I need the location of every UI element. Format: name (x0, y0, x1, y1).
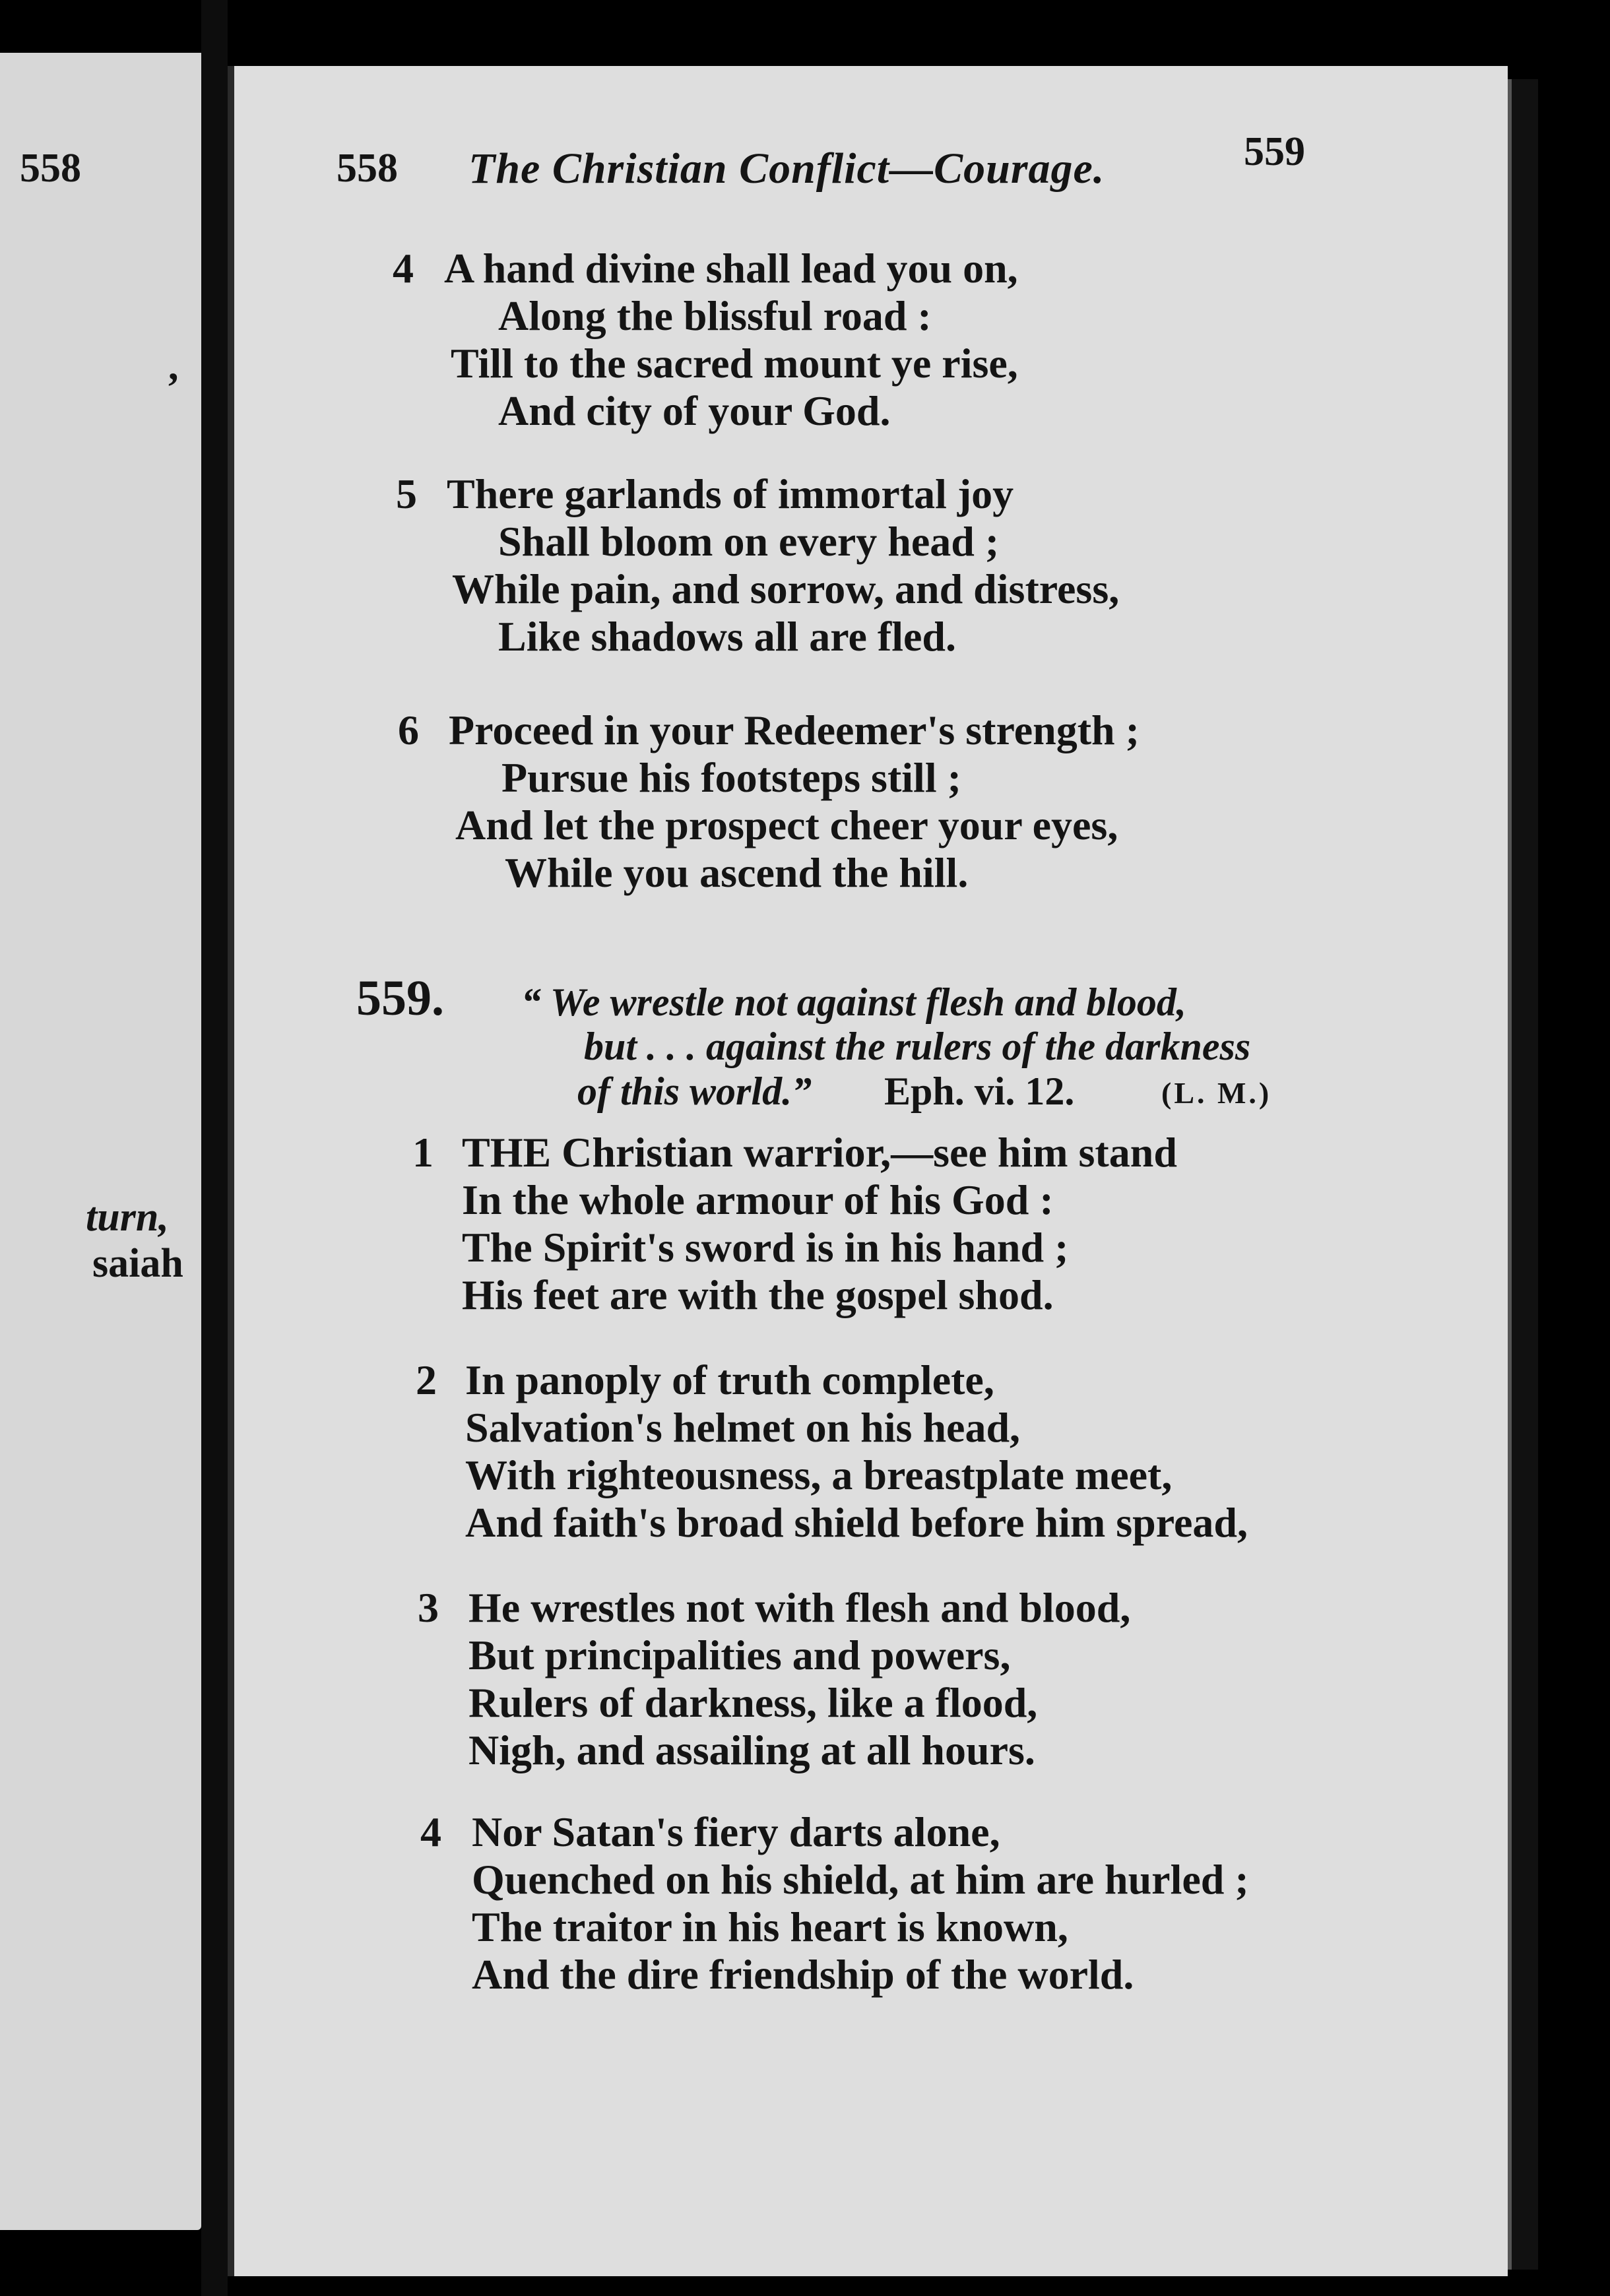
hymn-number: 559. (356, 971, 444, 1026)
hymn-meter: (L. M.) (1161, 1076, 1272, 1110)
verse-number: 1 (412, 1129, 434, 1176)
verse-line: Shall bloom on every head ; (498, 518, 1000, 565)
verse-number: 2 (416, 1356, 437, 1403)
verse-number: 3 (418, 1584, 439, 1631)
verse-line: Salvation's helmet on his head, (465, 1404, 1021, 1451)
verse-line: Rulers of darkness, like a flood, (468, 1679, 1038, 1726)
verse-line: And let the prospect cheer your eyes, (455, 802, 1118, 848)
left-page-fragment-text: saiah (92, 1241, 183, 1286)
verse-line: Pursue his footsteps still ; (501, 754, 961, 801)
verse-line: And the dire friendship of the world. (472, 1951, 1134, 1998)
book-spine-shadow (201, 0, 228, 2296)
verse-number: 6 (398, 707, 419, 753)
hymn-epigraph-line: “ We wrestle not against flesh and blood, (521, 980, 1186, 1024)
verse-line: With righteousness, a breastplate meet, (465, 1451, 1173, 1498)
verse-line: In panoply of truth complete, (465, 1356, 994, 1403)
verse-line: There garlands of immortal joy (447, 470, 1014, 517)
verse-line: Till to the sacred mount ye rise, (451, 340, 1018, 387)
left-page-fragment-text: turn, (86, 1195, 169, 1240)
header-left-page-number: 558 (337, 146, 398, 191)
verse-line: Nigh, and assailing at all hours. (468, 1727, 1035, 1773)
verse-line: Nor Satan's fiery darts alone, (472, 1808, 1000, 1855)
verse-line: In the whole armour of his God : (462, 1176, 1054, 1223)
page-title: The Christian Conflict—Courage. (468, 144, 1105, 193)
verse-line: Like shadows all are fled. (498, 613, 956, 660)
verse-line: The traitor in his heart is known, (472, 1903, 1068, 1950)
verse-line: THE Christian warrior,—see him stand (462, 1129, 1177, 1176)
verse-line: Quenched on his shield, at him are hurled ; (472, 1856, 1249, 1903)
page-edge-shadow (1508, 79, 1538, 2270)
hymn-epigraph-line: of this world.” (577, 1069, 812, 1113)
verse-line: Along the blissful road : (498, 292, 932, 339)
verse-line: While pain, and sorrow, and distress, (452, 565, 1120, 612)
verse-line: Proceed in your Redeemer's strength ; (449, 707, 1140, 753)
left-page-fragment-text: , (168, 344, 179, 389)
verse-line: His feet are with the gospel shod. (462, 1271, 1054, 1318)
verse-number: 5 (396, 470, 417, 517)
verse-number: 4 (420, 1808, 441, 1855)
hymn-scripture-reference: Eph. vi. 12. (884, 1069, 1075, 1113)
verse-line: And city of your God. (498, 387, 891, 434)
verse-line: While you ascend the hill. (505, 849, 969, 896)
header-right-page-number: 559 (1244, 129, 1305, 174)
hymn-epigraph-line: but . . . against the rulers of the darkness (584, 1025, 1251, 1068)
verse-number: 4 (393, 245, 414, 292)
main-page (228, 66, 1508, 2276)
left-page-number: 558 (20, 146, 81, 191)
verse-line: A hand divine shall lead you on, (444, 245, 1018, 292)
verse-line: He wrestles not with flesh and blood, (468, 1584, 1131, 1631)
verse-line: And faith's broad shield before him spread, (465, 1499, 1248, 1546)
verse-line: But principalities and powers, (468, 1632, 1011, 1678)
verse-line: The Spirit's sword is in his hand ; (462, 1224, 1069, 1271)
left-page-fragment (0, 53, 201, 2230)
